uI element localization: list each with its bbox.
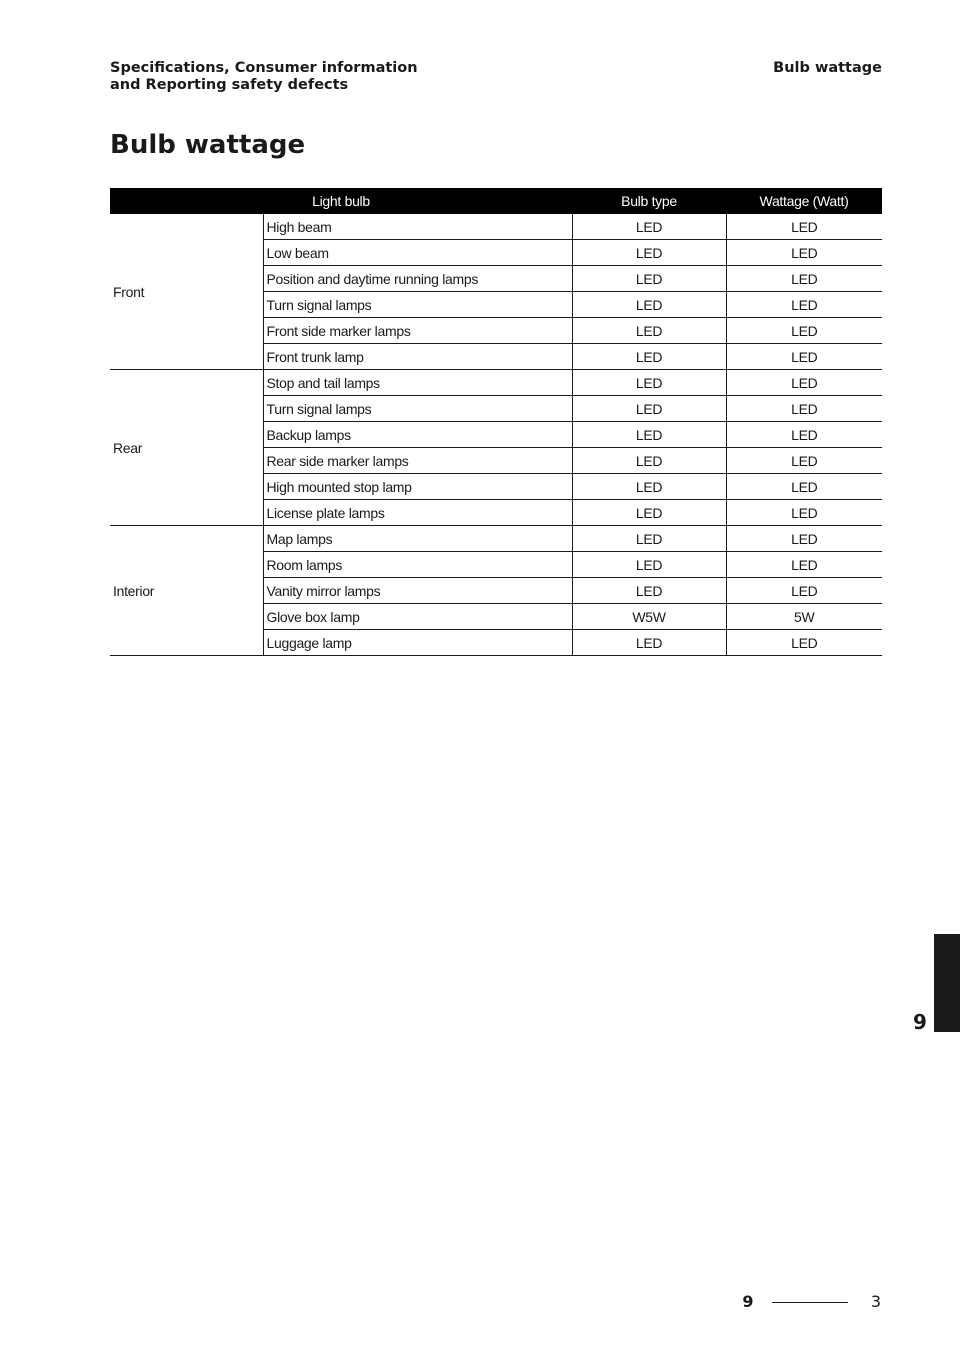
bulb-type-cell: LED — [572, 526, 726, 552]
bulb-type-cell: LED — [572, 240, 726, 266]
wattage-cell: 5W — [726, 604, 882, 630]
bulb-type-cell: LED — [572, 266, 726, 292]
bulb-type-cell: LED — [572, 344, 726, 370]
light-bulb-cell: License plate lamps — [263, 500, 572, 526]
light-bulb-cell: Low beam — [263, 240, 572, 266]
light-bulb-cell: High beam — [263, 214, 572, 240]
group-label: Front — [110, 214, 263, 370]
wattage-cell: LED — [726, 526, 882, 552]
wattage-cell: LED — [726, 318, 882, 344]
wattage-cell: LED — [726, 344, 882, 370]
bulb-type-cell: LED — [572, 318, 726, 344]
wattage-cell: LED — [726, 396, 882, 422]
table-header-row — [110, 188, 882, 214]
bulb-type-cell: LED — [572, 396, 726, 422]
wattage-cell: LED — [726, 422, 882, 448]
bulb-type-cell: LED — [572, 578, 726, 604]
footer-page-number: 3 — [870, 1292, 882, 1311]
wattage-cell: LED — [726, 630, 882, 656]
bulb-type-cell: LED — [572, 500, 726, 526]
group-label: Rear — [110, 370, 263, 526]
light-bulb-cell: High mounted stop lamp — [263, 474, 572, 500]
header-bulb-type: Bulb type — [572, 188, 726, 214]
bulb-type-cell: LED — [572, 552, 726, 578]
bulb-type-cell: LED — [572, 474, 726, 500]
table-row — [110, 214, 882, 240]
table-row — [110, 370, 882, 396]
wattage-cell: LED — [726, 240, 882, 266]
bulb-type-cell: LED — [572, 630, 726, 656]
table-row — [110, 526, 882, 552]
bulb-type-cell: LED — [572, 422, 726, 448]
light-bulb-cell: Map lamps — [263, 526, 572, 552]
light-bulb-cell: Turn signal lamps — [263, 292, 572, 318]
light-bulb-cell: Turn signal lamps — [263, 396, 572, 422]
light-bulb-cell: Luggage lamp — [263, 630, 572, 656]
wattage-cell: LED — [726, 214, 882, 240]
section-title-line-2: and Reporting safety defects — [110, 77, 349, 93]
chapter-side-number: 9 — [913, 1010, 927, 1034]
wattage-cell: LED — [726, 266, 882, 292]
wattage-cell: LED — [726, 552, 882, 578]
wattage-cell: LED — [726, 370, 882, 396]
light-bulb-cell: Room lamps — [263, 552, 572, 578]
light-bulb-cell: Front side marker lamps — [263, 318, 572, 344]
wattage-cell: LED — [726, 292, 882, 318]
bulb-type-cell: LED — [572, 214, 726, 240]
chapter-side-tab — [934, 934, 960, 1032]
wattage-cell: LED — [726, 500, 882, 526]
footer-chapter-number: 9 — [742, 1292, 754, 1311]
running-header-section — [110, 60, 418, 94]
bulb-type-cell: LED — [572, 292, 726, 318]
footer-divider — [772, 1302, 848, 1303]
light-bulb-cell: Stop and tail lamps — [263, 370, 572, 396]
header-light-bulb: Light bulb — [110, 188, 572, 214]
light-bulb-cell: Position and daytime running lamps — [263, 266, 572, 292]
light-bulb-cell: Front trunk lamp — [263, 344, 572, 370]
bulb-type-cell: LED — [572, 448, 726, 474]
bulb-wattage-table — [110, 188, 882, 656]
bulb-type-cell: LED — [572, 370, 726, 396]
page-title: Bulb wattage — [110, 130, 306, 160]
wattage-cell: LED — [726, 474, 882, 500]
group-label: Interior — [110, 526, 263, 656]
running-header-topic: Bulb wattage — [773, 60, 882, 76]
bulb-type-cell: W5W — [572, 604, 726, 630]
header-wattage: Wattage (Watt) — [726, 188, 882, 214]
wattage-cell: LED — [726, 578, 882, 604]
light-bulb-cell: Vanity mirror lamps — [263, 578, 572, 604]
light-bulb-cell: Glove box lamp — [263, 604, 572, 630]
wattage-cell: LED — [726, 448, 882, 474]
section-title-line-1: Specifications, Consumer information — [110, 60, 418, 76]
light-bulb-cell: Backup lamps — [263, 422, 572, 448]
light-bulb-cell: Rear side marker lamps — [263, 448, 572, 474]
